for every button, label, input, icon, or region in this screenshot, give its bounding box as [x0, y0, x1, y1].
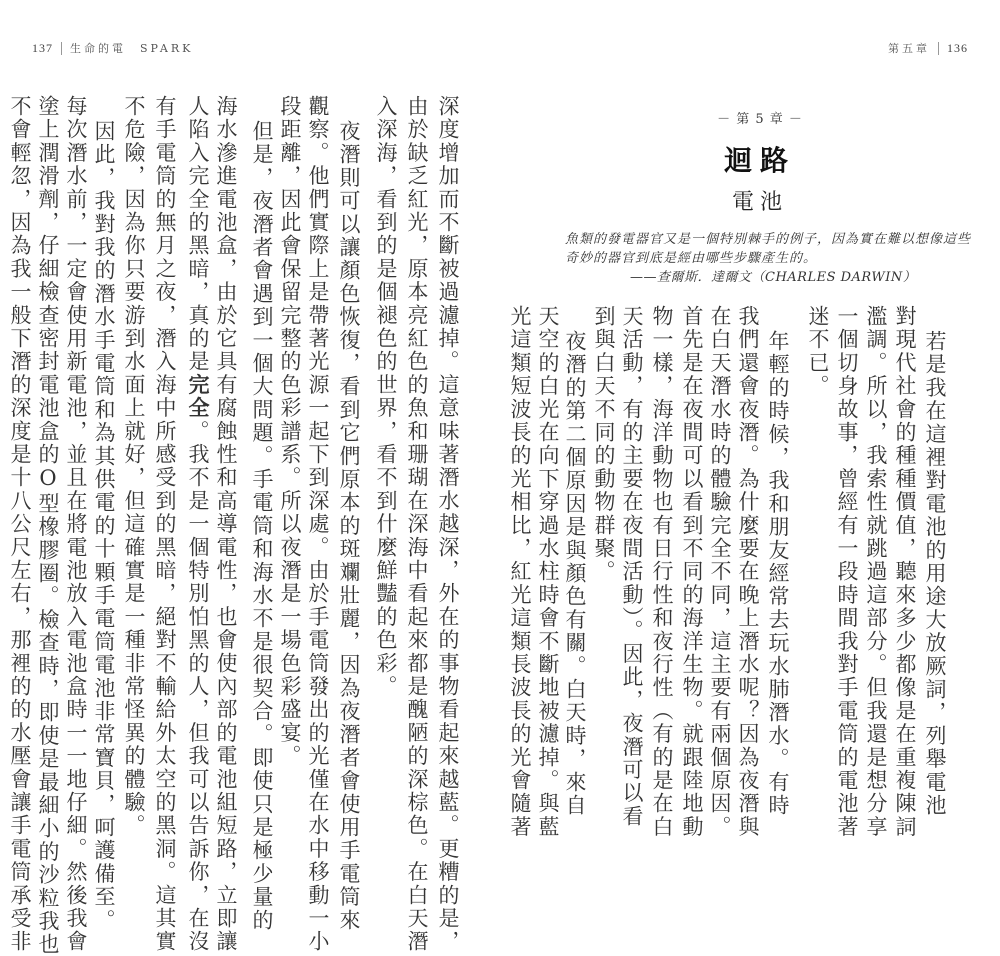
- column-text: 我們還會夜潛。為什麼要在晚上潛水呢？因為夜潛與: [736, 305, 760, 839]
- column-text: 不危險，因為你只要游到水面上就好，但這確實是一種非常怪異的體驗。: [122, 95, 146, 838]
- text-column: [436, 95, 460, 953]
- text-column: [536, 305, 560, 839]
- column-text: 迷不已。: [806, 305, 830, 398]
- column-text: 不會輕忽，因為我一般下潛的深度是十八公尺左右，那裡的的水壓會讓手電筒承受非: [8, 95, 32, 954]
- column-text: 光這類短波長的光相比，紅光這類長波長的光會隨著: [508, 305, 532, 839]
- text-column: [278, 95, 302, 768]
- text-column: [374, 95, 398, 698]
- text-column: [835, 305, 859, 839]
- text-column: [122, 95, 146, 837]
- epigraph-quote: 魚類的發電器官又是一個特別棘手的例子，因為實在難以想像這些奇妙的器官到底是經由哪些步驟產生的。: [565, 232, 972, 266]
- text-column: [36, 95, 60, 956]
- epigraph-attribution: ——查爾斯．達爾文（CHARLES DARWIN）: [630, 270, 917, 285]
- text-column: [620, 305, 644, 828]
- column-text: 夜潛則可以讓顏色恢復，看到它們原本的斑斕壯麗，因為夜潛者會使用手電筒來: [337, 120, 361, 932]
- chapter-title: 迴路: [723, 144, 796, 177]
- column-text: 一個切身故事，曾經有一段時間我對手電筒的電池著: [835, 305, 859, 839]
- text-column: [64, 95, 88, 953]
- header-divider: [61, 42, 62, 55]
- emphasized-text: 完全: [186, 373, 211, 420]
- text-column: [650, 305, 674, 839]
- column-text: 若是我在這裡對電池的用途大放厥詞，列舉電池: [923, 330, 947, 818]
- text-column: [806, 305, 830, 398]
- column-text: 在白天潛水時的體驗完全不同，這主要有兩個原因。: [708, 305, 732, 839]
- text-column: [766, 330, 790, 817]
- page-number: 136: [947, 40, 968, 55]
- left-page-header: [32, 40, 193, 56]
- column-text: 人陷入完全的黑暗，真的是: [186, 95, 210, 374]
- text-column: [680, 305, 704, 839]
- column-text: 首先是在夜間可以看到不同的海洋生物。就跟陸地動: [680, 305, 704, 839]
- column-text: 深度增加而不斷被過濾掉。這意味著潛水越深，外在的事物看起來越藍。更糟的是，: [436, 95, 460, 954]
- text-column: [92, 120, 116, 932]
- text-column: [893, 305, 917, 839]
- text-column: [153, 95, 177, 953]
- chapter-heading: [700, 108, 820, 216]
- column-text: 天活動，有的主要在夜間活動）。因此，夜潛可以看: [620, 305, 644, 829]
- text-column: [563, 330, 587, 817]
- text-column: [708, 305, 732, 839]
- text-column: [337, 120, 361, 932]
- text-column: [306, 95, 330, 953]
- text-column: [405, 95, 429, 953]
- column-text: 入深海，看到的是個褪色的世界，看不到什麼鮮豔的色彩。: [374, 95, 398, 699]
- column-text: 每次潛水前，一定會使用新電池，並且在將電池放入電池盒時一一地仔細。然後我會: [64, 95, 88, 954]
- column-text: 天空的白光在向下穿過水柱時會不斷地被濾掉。與藍: [536, 305, 560, 839]
- text-column: [186, 95, 210, 953]
- chapter-subtitle: 電池: [731, 190, 788, 215]
- column-text: 塗上潤滑劑，仔細檢查密封電池盒的O型橡膠圈。檢查時，即使是最細小的沙粒我也: [36, 95, 60, 956]
- column-text: 年輕的時候，我和朋友經常去玩水肺潛水。有時: [766, 330, 790, 818]
- column-text: 。我不是一個特別怕黑的人，但我可以告訴你，在沒: [186, 419, 210, 954]
- text-column: [736, 305, 760, 839]
- column-text: 海水滲進電池盒，由於它具有腐蝕性和高導電性，也會使內部的電池組短路，立即讓: [214, 95, 238, 954]
- column-text: 到與白天不同的動物群聚。: [592, 305, 616, 584]
- running-title: 第五章: [888, 42, 930, 55]
- column-text: 觀察。他們實際上是帶著光源一起下到深處。由於手電筒發出的光僅在水中移動一小: [306, 95, 330, 954]
- chapter-number: － 第 5 章 －: [717, 112, 803, 127]
- column-text: 段距離，因此會保留完整的色彩譜系。所以夜潛是一場色彩盛宴。: [278, 95, 302, 768]
- column-text: 濫調。所以，我索性就跳過這部分。但我還是想分享: [864, 305, 888, 839]
- text-column: [508, 305, 532, 839]
- text-column: [923, 330, 947, 817]
- right-page-header: [888, 40, 968, 56]
- column-text: 但是，夜潛者會遇到一個大問題。手電筒和海水不是很契合。即使只是極少量的: [250, 120, 274, 932]
- column-text: 由於缺乏紅光，原本亮紅色的魚和珊瑚在深海中看起來都是醜陋的深棕色。在白天潛: [405, 95, 429, 954]
- text-column: [592, 305, 616, 583]
- text-column: [250, 120, 274, 932]
- header-divider: [938, 42, 939, 55]
- running-title: 生命的電 SPARK: [70, 42, 194, 55]
- text-column: [8, 95, 32, 953]
- page-number: 137: [32, 40, 53, 55]
- column-text: 對現代社會的種種價值，聽來多少都像是在重複陳詞: [893, 305, 917, 839]
- text-column: [864, 305, 888, 839]
- column-text: 夜潛的第二個原因是與顏色有關。白天時，來自: [563, 330, 587, 818]
- column-text: 物一樣，海洋動物也有日行性和夜行性（有的是在白: [650, 305, 674, 839]
- column-text: 有手電筒的無月之夜，潛入海中所感受到的黑暗，絕對不輸給外太空的黑洞。這其實: [153, 95, 177, 954]
- text-column: [214, 95, 238, 953]
- column-text: 因此，我對我的潛水手電筒和為其供電的十顆手電筒電池非常寶貝，呵護備至。: [92, 120, 116, 932]
- right-page: [500, 0, 1000, 839]
